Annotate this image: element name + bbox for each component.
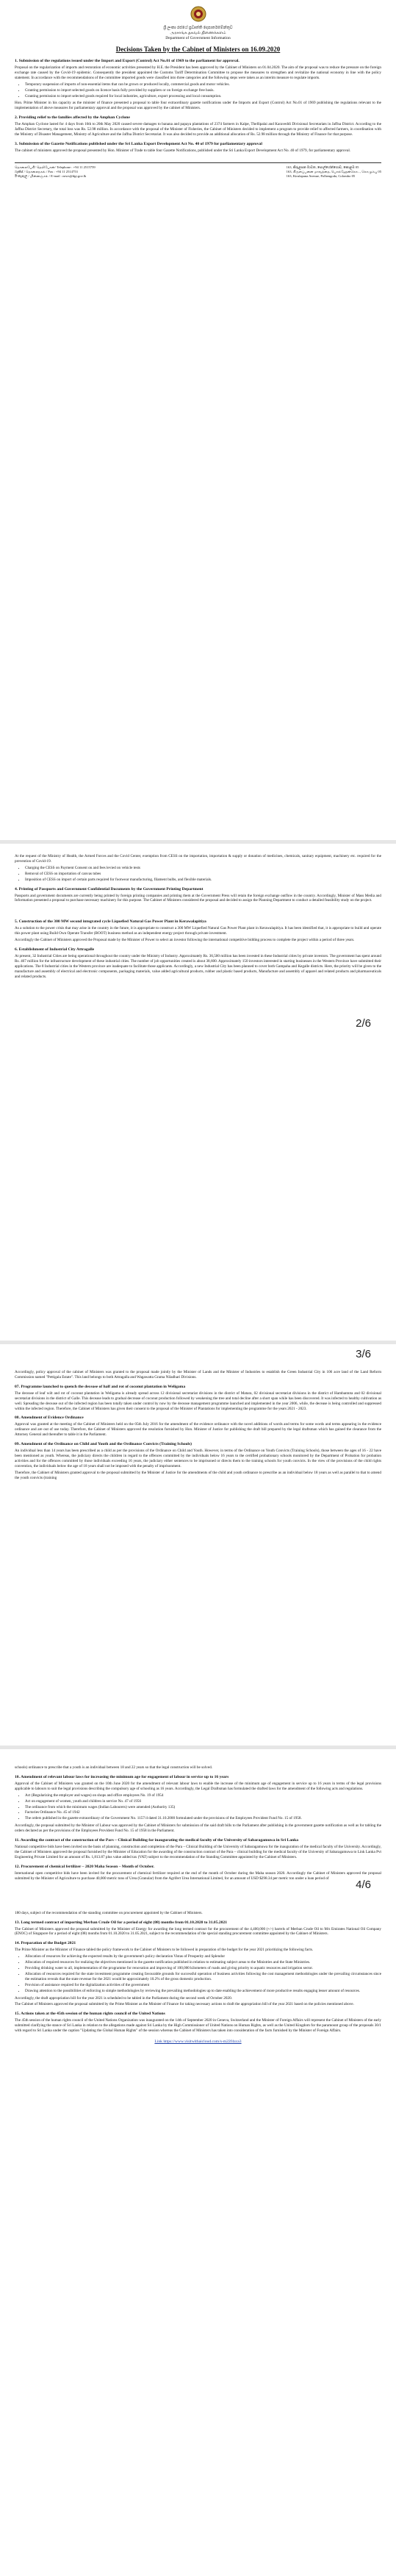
list-item: • Factories Ordinance No. 45 of 1942 <box>25 1810 381 1815</box>
item-paragraph: Proposal on the regularization of imports and restoration of economic activities presented by H.E. the President has been approved by the Cabinet of Ministers on 01.04.2020. The aim of the proposal was to reduce the pressure on the foreign exchange rate caused by the Covid-19 epidemic. Consequently the president appointed the Customs Tariff Determination Committee to propose the measures to strengthen and revitalize the national economy in line with the policy statement. In accordance with the recommendations of the committee imported goods were classified into three categories and the following steps were taken as an interim measure to regulate imports. <box>15 65 381 80</box>
item-paragraph: Accordingly, the draft appropriation bill for the year 2021 is scheduled to be tabled in the Parliament during the second week of October 2020. <box>15 1995 232 2001</box>
header-english: Department of Government Information <box>165 36 231 40</box>
list-item: • The orders published in the gazette extraordinary of the Government No. 1157/4 dated 31.10.2000 formulated under the provisions of the Employees Provident Fund No. 15 of 1958. <box>25 1816 381 1821</box>
list-item: • Act (Regularizing the employer and wages) on shops and office employees No. 19 of 1954 <box>25 1793 381 1798</box>
contact-phone: தொலைபேசி/ தெலிபோன்/ Telephone : +94 11 2515759 <box>15 165 96 169</box>
list-item: • Provision of assistance required for the digitalization activities of the government <box>25 1983 381 1988</box>
item-paragraph: The decease of leaf wilt and rot of coconut plantation in Weligama is already spread across 12 divisional secretariat divisions in the district of Matara, 02 divisional secretariat divisions in the district of Hambantota and 02 divisional secretariat divisions in the district of Galle. This decease leads to gradual decrease of coconut production followed by weakening the tree and total decline after a short span while has been discovered. It was infected to healthy cultivation as well. Spreading the decease out of the infected region has been totally taken under control by now by the decease management programme launched and implemented in the year 2006, while, the decease is being controlled and suppressed within the infected region. Therefore, the Cabinet of Ministers has given their consent to the proposal of the Minister of Plantations for implementing the programme for the years 2021 - 2023. <box>15 1391 381 1411</box>
contact-email: ඊ-තැපෑල / மின்னஞ்சல் / E-mail : news@dgi.gov.lk <box>15 173 87 178</box>
contact-left <box>15 165 96 179</box>
list-item: • Imposition of CESS on import of certain parts required for footwear manufacturing, filament bulbs, and flexible materials. <box>25 878 381 883</box>
item-paragraph: The cabinet of ministers approved the proposal presented by Hon. Minister of Trade to table four Gazette Notifications, published under the Sri Lanka Export Development Act No. 40 of 1979, for parliamentary approval. <box>15 148 351 153</box>
item-title: 5. Construction of the 300 MW second integrated cycle Liquefied Natural Gas Power Plant in Kerawalapitiya <box>15 919 206 925</box>
item-paragraph: The Amphan Cyclone lasted for 4 days from 16th to 20th May 2020 caused severe damages to banana and papaya plantations of 2374 farmers in Kalpe, Thellipalai and Karaveddi Divisional Secretariats in Jaffna District. According to the Jaffna District Secretary, the total loss was Rs. 52.98 million. In accordance with the proposal of the Minister of Fisheries, the Cabinet of Ministers decided to implement a program to provide relief to affected farmers, in coordination with the Ministry of Disaster Management, Ministry of Agriculture and the Jaffna District Secretariat. It was also decided to provide an additional allocation of Rs. 52.98 million through the Ministry of Finance for that purpose. <box>15 122 381 137</box>
decision-item-14 <box>15 1941 381 2007</box>
decision-item-12-continued <box>15 1911 381 1916</box>
item-paragraph: Therefore, the Cabinet of Ministers granted approval to the proposal submitted by the Minister of Justice for the amendments of the child and youth ordinance to prescribe as an individual below 18 years as well as parallel to that to amend the youth convicts (training <box>15 1470 381 1480</box>
item-paragraph: 180 days, subject of the recommendation of the standing committee on procurement appointed by the Cabinet of Ministers. <box>15 1910 203 1915</box>
page-number: 3/6 <box>356 1348 371 1360</box>
decision-item-13 <box>15 1920 381 1937</box>
item-title: 4. Printing of Passports and Government Confidential Documents by the Government Printing Department <box>15 886 204 891</box>
item-paragraph: schools) ordinance to prescribe that a youth is an individual between 18 and 22 years so that the legal construction will be solved. <box>15 1765 212 1770</box>
contact-fax: ෆැක්ස් / தொலைநகல் / Fax : +94 11 2514753 <box>15 169 78 173</box>
list-item: • Removal of CESS on importation of canvas tubes <box>25 872 381 877</box>
list-item: • Act on engagement of women, youth and children in service No. 47 of 1956 <box>25 1799 381 1804</box>
item-paragraph: Passports and government documents are currently being printed by foreign printing companies and printing them at the Government Press will retain the foreign exchange outflow in the country. Accordingly, Minister of Mass Media and Information presented a proposal to purchase necessary machinery for this purpose. The Cabinet of Ministers considered the proposal and decided to assign the Planning Department to conduct a detailed feasibility study on the project. <box>15 893 381 903</box>
bullet-list <box>25 1954 381 1993</box>
item-paragraph: An individual less than 14 years has been prescribed as a child as per the provisions of the Ordinance on Child and Youth. However, in terms of the Ordinance on Youth Convicts (Training Schools), those between the ages of 16 - 22 have been mentioned as youth. Whereas, the judiciary directs the children in regard to the offences committed by the individuals below 16 years to the certified probationary schools monitored by the Department of Probation for probation activities and for the offences committed by those individuals exceeding 16 years, the judiciary either sentences to be imprisoned or directs them to the training schools for youth convicts. In the view of the provisions of the child rights convention, the individuals below the age of 18 years shall not be imposed with the penalty of imprisonment. <box>15 1449 381 1468</box>
letterhead <box>15 0 381 41</box>
footer-link[interactable] <box>15 2039 381 2044</box>
decision-item-7 <box>15 1385 381 1412</box>
item-paragraph: National competitive bids have been invited on the basis of planning, construction and completion of the Para – Clinical Building of the University of Sabaragamuwa for the inauguration of the medical faculty of the University. Accordingly, the Cabinet of Ministers approved the proposal furnished by the Minister of Education for the awarding of the construction contract of the Para – clinical building for the medical faculty of the University of Sabaragamuwa to Link Lanka Pvt Engineering Private Limited for an amount of Rs. 1,813.87 plus value added tax (VAT) subject to the recommendation of the Standing Committee appointed by the Cabinet of Ministers. <box>15 1845 381 1859</box>
item-paragraph: International open competitive bids have been invited for the procurement of chemical fertilizer required at the end of the month of October during the Maha season 2020. Accordingly the Cabinet of Ministers approved the proposal submitted by the Minister of Agriculture to purchase 40,000 metric tons of Urea (Granular) from the Agrifert Urea International Limited, for an amount of USD $298.34 per metric ton under a loan period of <box>15 1870 381 1881</box>
decision-item-5 <box>15 919 381 943</box>
item-paragraph: Accordingly, policy approval of the cabinet of Ministers was granted to the proposal made jointly by the Minister of Lands and the Minister of Industries to establish the Green Industrial City in 106 acre land of the Land Reform Commission named "Pettigala Estate". This land belongs to both Attragalla and Wagawatta Grama Niladhari Divisions. <box>15 1370 381 1380</box>
address-sinhala: 163, කිරුළපන මාවත, පොල්හේන්ගොඩ, කොළඹ 05 <box>286 165 359 169</box>
document-page-3 <box>0 1345 396 1746</box>
list-item: • Providing drinking water to all, implementation of the programme for renovation and improving of 100,000 kilometers of roads and giving priority to aquatic resources and irrigation sector. <box>25 1966 381 1971</box>
item-title: 11. Awarding the contract of the construction of the Pars – Clinical Building for inaugurating the medical faculty of the University of Sabaragamuwa in Sri Lanka <box>15 1838 299 1843</box>
item-title: 10. Amendment of relevant labour laws for increasing the minimum age for engagement of labour in service up to 16 years <box>15 1774 229 1779</box>
item-title: 6. Establishment of Industrial City Attragalle <box>15 947 95 952</box>
decision-item-1 <box>15 59 381 111</box>
decision-item-8 <box>15 1416 381 1438</box>
list-item: • Allocation of required resources for realizing the objectives mentioned in the gazette notification published in relation to estimating subject areas to the Ministries and the State Ministries. <box>25 1960 381 1965</box>
list-item: • Temporary suspension of imports of non-essential items that can be grown or produced locally, commercial goods and motor vehicles. <box>25 82 381 87</box>
item-title: 15. Actions taken at the 45th session of the human rights council of the United Nations <box>15 2012 165 2017</box>
item-title: 09. Amendment of the Ordinance on Child and Youth and the Ordinance Convicts (Training Schools) <box>15 1442 192 1447</box>
decision-item-6-continued <box>15 1370 381 1380</box>
list-item: • Allocation of resources required for the state investment programme creating favourable grounds for successful operation of business activities following the cost management methodologies under the prevailing circumstances since the estimation reveals that the state revenue for the 2021 would be approximately 10.2% of the gross domestic production. <box>25 1972 381 1982</box>
item-title: 08. Amendment of Evidence Ordinance <box>15 1416 84 1421</box>
sri-lanka-emblem-icon <box>190 6 206 22</box>
decision-item-6 <box>15 947 381 980</box>
list-item: • Granting permission to import selected goods on licence basis fully provided by suppliers or on foreign exchange free basis. <box>25 88 381 93</box>
header-sinhala: ශ්‍රී ලංකා රජයේ ප්‍රවෘත්ති දෙපාර්තමේන්තුව <box>163 26 233 30</box>
item-paragraph: Accordingly, the proposal submitted by the Minister of Labour was approved by the Cabinet of Ministers for submission of the said draft bills to the Parliament after publishing in the government gazette notification as well as for tabling the orders declared as per the provisions of the Employees Provident Fund No. 15 of 1958 in the Parliament. <box>15 1823 381 1834</box>
list-item: • The ordinance from which the minimum wages (Indian Labourers) were amended (Authority 135) <box>25 1805 381 1810</box>
item-paragraph: Accordingly the Cabinet of Ministers approved the Proposal made by the Minister of Power to select an investor following the international competitive bidding process to complete the project within a period of three years. <box>15 938 355 943</box>
decision-item-9-continued <box>15 1765 381 1770</box>
bullet-list <box>25 82 381 99</box>
decision-item-10 <box>15 1775 381 1834</box>
item-title: 14. Preparation of the Budget 2021 <box>15 1941 76 1946</box>
item-paragraph: The Cabinet of Ministers approved the proposal submitted by the Prime Minister as the Minister of Finance for taking necessary actions to draft the appropriation bill of the year 2021 based on the policies mentioned above. <box>15 2002 354 2007</box>
item-paragraph: As a solution to the power crisis that may arise in the country in the future, it is appropriate to construct a 300 MW Liquefied Natural Gas Power Plant plant in Kerawalapitiya. It has been identified that, it is appropriate to build and operate this power plant using Build Own Operate Transfer (BOOT) business method as an independent energy project through private investment. <box>15 926 381 936</box>
list-item: • Drawing attention to the possibilities of enforcing to simple methodologies by reviewing the prevailing methodologies up to date enabling the achievement of more productive results engaging lesser amount of resources. <box>25 1989 381 1994</box>
item-paragraph: At the request of the Ministry of Health, the Armed Forces and the Covid Center, exemption from CESS on the importation, importation & supply or donation of medicines, chemicals, sanitary equipment, machinery etc. required for the prevention of Covid-19. <box>15 854 381 864</box>
header-tamil: அரசாங்க தகவல் திணைக்களம் <box>170 31 226 35</box>
bullet-list <box>25 866 381 883</box>
page-title: Decisions Taken by the Cabinet of Ministers on 16.09.2020 <box>115 46 281 53</box>
item-title: 2. Providing relief to the families affected by the Amphan Cyclone <box>15 115 130 121</box>
decision-item-12 <box>15 1865 381 1881</box>
letterhead-contacts <box>15 162 381 179</box>
decision-item-3 <box>15 142 381 154</box>
document-page-1 <box>0 0 396 840</box>
decision-item-4 <box>15 887 381 904</box>
item-paragraph: The Prime Minister as the Minister of Finance tabled the policy framework to the Cabinet of Ministers to be followed in preparation of the budget for the year 2021 prioritizing the following facts. <box>15 1948 314 1953</box>
item-title: 13. Long termed contract of importing Merban Crude Oil for a period of eight (08) months from 01.10.2020 to 31.05.2021 <box>15 1920 228 1925</box>
item-paragraph: Approval of the Cabinet of Ministers was granted on the 10th June 2020 for the amendment of relevant labour laws to enable the increase of the minimum age of engagement in service up to 16 years in terms of the legal provisions applicable to labours to suit the legal provisions describing the compulsory age of schooling as 16 years. Accordingly, the Legal Draftsman has formulated the drafted laws for the amendment of the following acts and regulations. <box>15 1781 381 1791</box>
decision-item-11 <box>15 1838 381 1860</box>
page-number: 2/6 <box>356 1017 371 1030</box>
item-paragraph: At present, 32 Industrial Cities are being operational throughout the country under the Ministry of Industry. Approximately Rs. 36,500 million has been invested in these Industrial cities by private investors. The government has spent around Rs. 467 million for the infrastructure development of these industrial cities. The number of job opportunities created is about 38,600. Approximately 150 investors interested in starting businesses in the Western Province have submitted their applications. The 8 Industrial cities in the Western province are inadequate to facilitate those applicants. Accordingly, a new Industrial City has been planned to cover both Gampaha and Kegalle districts. Here, the priority will be given to the manufacture and assembly of electrical and electronic components, packaging materials, value added agricultural products, rubber and plastic based products, Manufacture and assembly of apparel and related products and pharmaceuticals and related products. <box>15 954 381 979</box>
item-title: 07. Programme launched to quench the decease of half and rot of coconut plantation in Weligama <box>15 1384 186 1389</box>
page-separator <box>0 1341 396 1344</box>
item-paragraph: The 45th session of the human rights council of the United Nations Organization was inaugurated on the 14th of September 2020 in Geneva, Switzerland and the Minister of Foreign Affairs will represent the Cabinet of Ministers of the early submitted clarifying the stance of Sri Lanka in relation to the allegations made against Sri Lanka by the High Commissioner of United Nations on Human Rights, as well as the United Kingdom for the paramount group of the proposals 30/1 with regard to Sri Lanka under the caption "Updating the Global Human Rights" of the session whereas the Cabinet of Ministers has taken into consideration of the facts furnished by the Minister of Foreign Affairs. <box>15 2018 381 2034</box>
decision-item-3-continued <box>15 854 381 883</box>
address-tamil: 163, கிருளப்பனை மாவத்தை, பொல்ஹேன்கொட, கொழும்பு 05 <box>286 169 381 173</box>
list-item: • Granting permission to import selected goods required for local industries, agriculture, export processing and local consumption. <box>25 94 381 99</box>
source-link[interactable]: Link https://www.visitwithaicloud.com/s-m22f4zca3 <box>154 2039 242 2045</box>
item-paragraph: Hon. Prime Minister in his capacity as the minister of finance presented a proposal to table four extraordinary gazette notifications under the Imports and Export (Control) Act No.01 of 1969 publishing the regulations relevant to the implementation of above measures for parliamentary approval and the proposal was approved by the cabinet of Ministers. <box>15 101 381 111</box>
item-title: 1. Submission of the regulations issued under the Import and Export (Control) Act No.01 of 1969 to the parliament for approval. <box>15 59 240 63</box>
page-number: 4/6 <box>356 1879 371 1891</box>
item-title: 3. Submission of the Gazette Notifications published under the Sri Lanka Export Development Act No. 40 of 1979 for parliamentary approval <box>15 141 262 146</box>
list-item: • Allocation of resources for achieving the expected results by the government's policy declaration Vistas of Prosperity and Splendor <box>25 1954 381 1959</box>
item-title: 12. Procurement of chemical fertilizer – 2020 Maha Season – Month of October. <box>15 1864 154 1869</box>
decision-item-15 <box>15 2012 381 2034</box>
item-paragraph: Approval was granted at the meeting of the Cabinet of Ministers held on the 05th July 2016 for the amendment of the evidence ordinance with the novel additions of words and terms for some words and terms appearing in the evidence ordinance and are out of use today. Therefore, the Cabinet of Ministers approved the resolution furnished by Hon. Minister of Justice for publishing the draft bill prepared by the legal draftsman which has gained the clearance from the Attorney General and thereafter to table it in the Parliament. <box>15 1422 381 1438</box>
list-item: • Charging the CESS on Payment Consent on and fees levied on vehicle tests <box>25 866 381 871</box>
address-english: 163, Kirulapana Avenue, Polhengoda, Colombo 05 <box>286 173 356 178</box>
item-paragraph: The Cabinet of Ministers approved the proposal submitted by the Minister of Energy for awarding the long termed contract for the procurement of the 4,400,000 (+/-) barrels of Merban Crude Oil to M/s Emirates National Oil Company (ENOC) of Singapore for a period of eight (08) months from 01.10.2020 to 31.05.2021, subject to the recommendation of the special standing procurement committee appointed by the Cabinet of Ministers. <box>15 1926 381 1937</box>
bullet-list <box>25 1793 381 1822</box>
document-page-4 <box>0 1749 396 2576</box>
decision-item-2 <box>15 115 381 137</box>
contact-right <box>287 165 381 179</box>
document-page-2 <box>0 844 396 1341</box>
decision-item-9 <box>15 1442 381 1480</box>
